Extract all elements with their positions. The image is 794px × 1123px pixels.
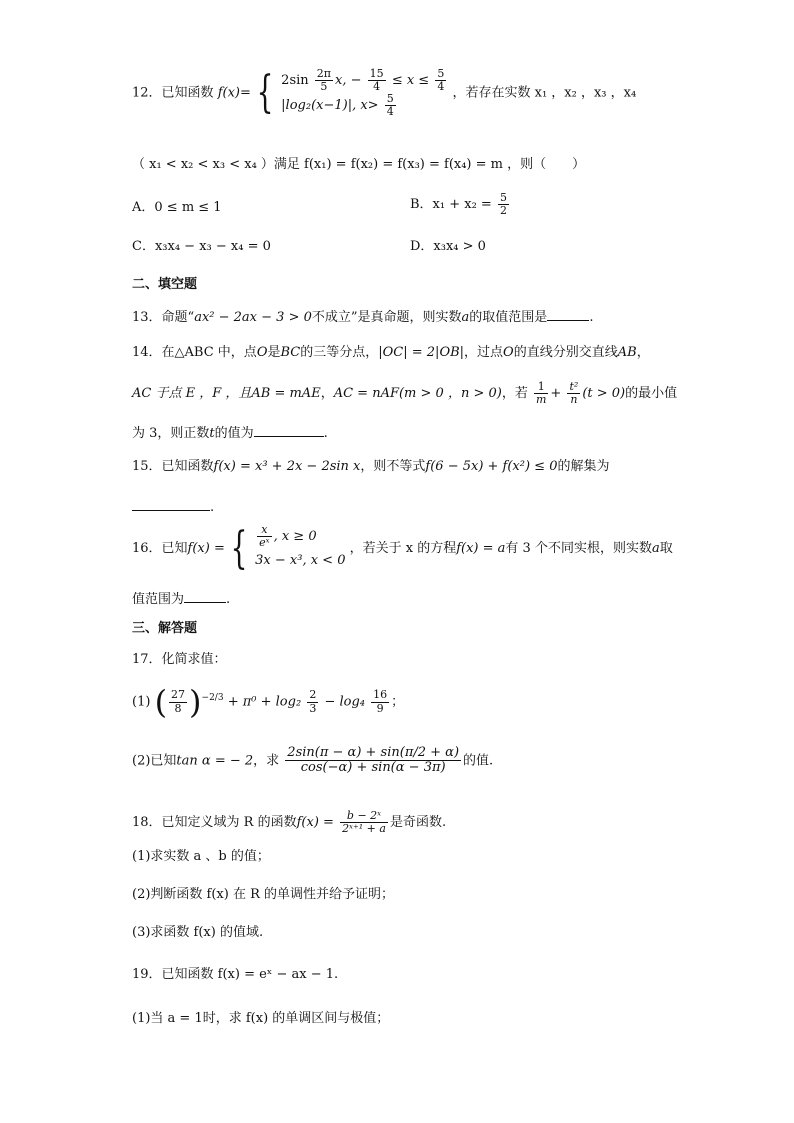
q13-blank [547,306,589,321]
q12-line1 [132,68,636,118]
q12-option-b: B．x₁ + x₂ = $\frac{5}{2}$ [410,191,507,218]
q16-line1: 16．已知f(x) = { $\frac{x}{\text{eˣ}}$ , x ≥ 0 3x − x³, x < 0 ，若关于 x 的方程f(x) = a有 3 个不同实根，则实数a取 [132,522,673,574]
q12-case1: 2sin $\frac{2\pi}{5}$ x, − $\frac{15}{4}$ ≤ x ≤ $\frac{5}{4}$ [281,67,445,94]
q17-part1: (1) ( $\frac{27}{8}$ )$^{-2/3}$ + π⁰ + log₂ $\frac{2}{3}$ − log₄ $\frac{16}{9}$ ； [132,683,405,721]
q12-intro: 已知函数 [161,85,214,101]
q16-blank [184,588,226,603]
q18-part3: (3)求函数 f(x) 的值域. [132,925,264,940]
q15-line1: 15．已知函数f(x) = x³ + 2x − 2sin x，则不等式f(6 − 5x) + f(x²) ≤ 0的解集为 [132,459,610,474]
q12-option-d: D．x₃x₄ > 0 [410,239,486,254]
q12-brace: { [256,67,274,119]
q13: 13．命题“ax² − 2ax − 3 > 0不成立”是真命题，则实数a的取值范围是 . [132,306,593,327]
q12-cases [281,68,448,118]
q19-intro: 19．已知函数 f(x) = eˣ − ax − 1. [132,967,339,982]
q12-number: 12． [132,85,162,101]
q12-func: f(x)= [217,85,251,101]
q19-part1: (1)当 a = 1时，求 f(x) 的单调区间与极值； [132,1011,390,1026]
q12-option-c: C．x₃x₄ − x₃ − x₄ = 0 [132,239,271,254]
q12-tail: ，若存在实数 x₁ ，x₂ ，x₃ ，x₄ [452,85,637,101]
q16-line2: 值范围为 . [132,588,230,609]
q14-line1: 14．在△ABC 中，点O是BC的三等分点，|OC| = 2|OB|，过点O的直线分别交直线AB， [132,345,650,360]
q15-blank [132,496,210,511]
q12-option-a: A．0 ≤ m ≤ 1 [132,200,222,215]
q14-line3: 为 3，则正数t的值为 . [132,422,328,443]
q12-line2: （ x₁ < x₂ < x₃ < x₄ ）满足 f(x₁) = f(x₂) = f(x₃) = f(x₄) = m ，则（ ） [132,157,586,172]
q16-brace: { [230,522,248,574]
section-answer: 三、解答题 [132,621,198,636]
section-fill-in: 二、填空题 [132,277,198,292]
q18-intro: 18．已知定义域为 R 的函数f(x) = $\frac{\text{b − 2ˣ}}{\text{2ˣ⁺¹ + a}}$ 是奇函数. [132,809,447,836]
q14-line2: AC 于点 E ，F ，且AB = mAE，AC = nAF(m > 0 ，n > 0)，若 $\frac{1}{m}$ + $\frac{\text{t²}}{n}$ (t > 0)的最小值 [132,380,678,407]
q15-line2: . [132,496,214,517]
q12-case2: |log₂(x−1)|, x> $\frac{5}{4}$ [281,92,394,119]
q17-part2: (2)已知tan α = − 2，求 $\frac{2\sin(\pi - \alpha) + \sin(\pi/2 + \alpha)}{\cos(-\alpha) + \sin(\alpha - 3\pi)}$ 的值. [132,745,494,776]
q18-part2: (2)判断函数 f(x) 在 R 的单调性并给予证明； [132,887,395,902]
q14-blank [254,422,324,437]
q16-cases: $\frac{x}{\text{eˣ}}$ , x ≥ 0 3x − x³, x < 0 [255,523,346,569]
q17-title: 17．化简求值： [132,652,227,667]
q18-part1: (1)求实数 a 、b 的值； [132,849,270,864]
